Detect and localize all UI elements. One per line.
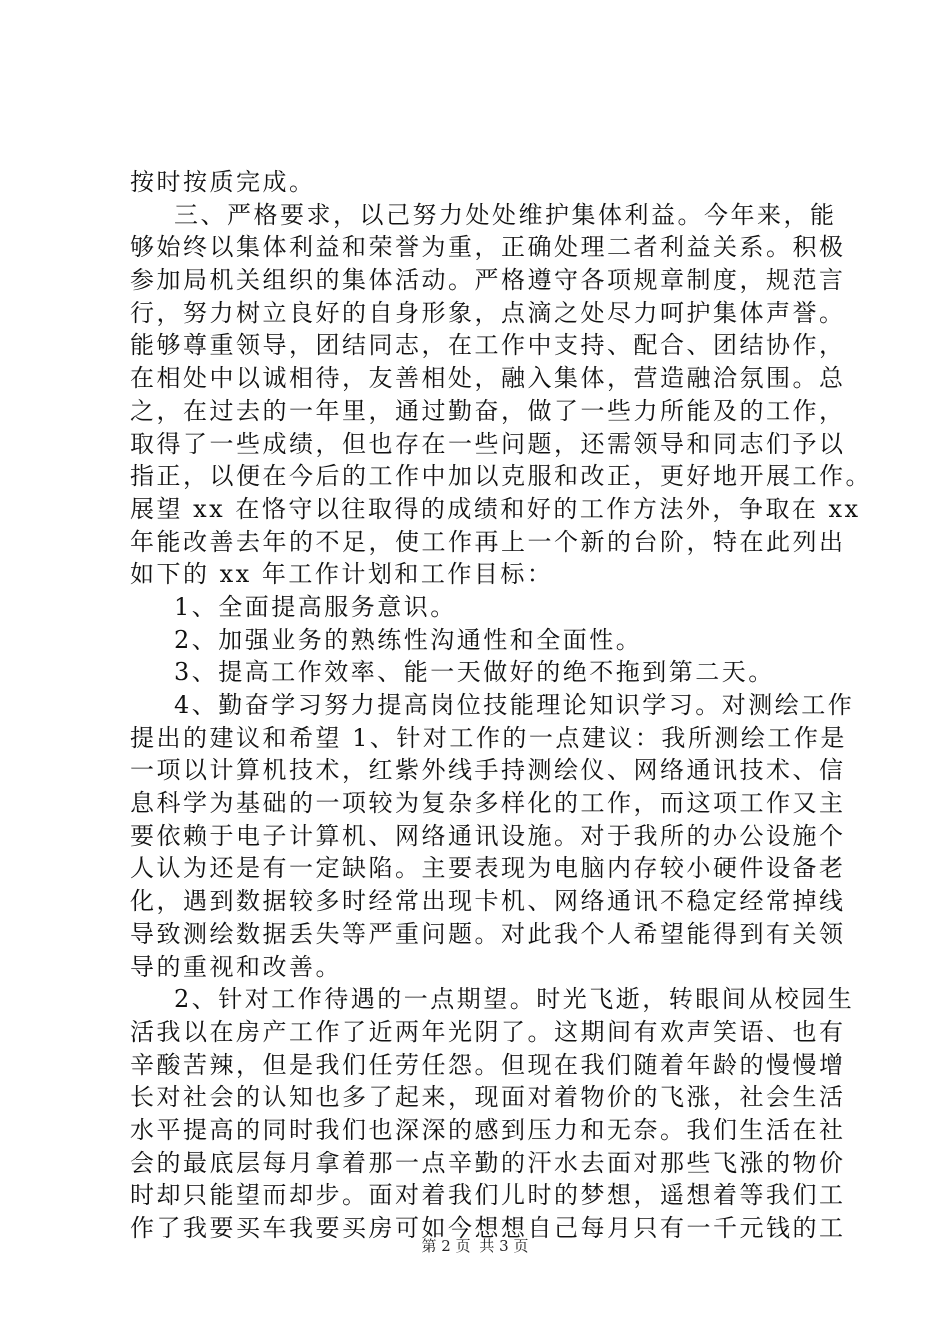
text-line: 年能改善去年的不足，使工作再上一个新的台阶，特在此列出	[130, 527, 846, 556]
page-total: 共 3 页	[479, 1237, 529, 1255]
list-item: 1、全面提高服务意识。	[174, 592, 457, 621]
page-footer	[0, 1236, 950, 1256]
list-item: 2、加强业务的熟练性沟通性和全面性。	[174, 625, 643, 654]
text-line: 够始终以集体利益和荣誉为重，正确处理二者利益关系。积极	[130, 233, 846, 262]
text-line: 作了我要买车我要买房可如今想想自己每月只有一千元钱的工	[130, 1214, 846, 1242]
text-line: 化，遇到数据较多时经常出现卡机、网络通讯不稳定经常掉线	[130, 887, 846, 916]
document-body	[130, 166, 872, 1245]
text-line: 如下的 xx 年工作计划和工作目标：	[130, 560, 554, 589]
text-line: 要依赖于电子计算机、网络通讯设施。对于我所的办公设施个	[130, 821, 846, 850]
text-line: 在相处中以诚相待，友善相处，融入集体，营造融洽氛围。总	[130, 364, 846, 393]
text-line: 水平提高的同时我们也深深的感到压力和无奈。我们生活在社	[130, 1115, 846, 1144]
text-line: 会的最底层每月拿着那一点辛勤的汗水去面对那些飞涨的物价	[130, 1148, 846, 1177]
list-item: 3、提高工作效率、能一天做好的绝不拖到第二天。	[174, 658, 775, 687]
text-line: 展望 xx 在恪守以往取得的成绩和好的工作方法外，争取在 xx	[130, 494, 861, 523]
page-number: 第 2 页	[421, 1237, 471, 1255]
paragraph-first-line: 2、针对工作待遇的一点期望。时光飞逝，转眼间从校园生	[174, 985, 855, 1014]
text-line: 指正，以便在今后的工作中加以克服和改正，更好地开展工作。	[130, 462, 872, 491]
text-line: 按时按质完成。	[130, 168, 316, 196]
text-line: 行，努力树立良好的自身形象，点滴之处尽力呵护集体声誉。	[130, 298, 846, 327]
text-line: 活我以在房产工作了近两年光阴了。这期间有欢声笑语、也有	[130, 1017, 846, 1046]
text-line: 导的重视和改善。	[130, 952, 342, 981]
text-line: 导致测绘数据丢失等严重问题。对此我个人希望能得到有关领	[130, 919, 846, 948]
list-item: 4、勤奋学习努力提高岗位技能理论知识学习。对测绘工作	[174, 691, 855, 719]
text-line: 取得了一些成绩，但也存在一些问题，还需领导和同志们予以	[130, 429, 846, 458]
text-line: 人认为还是有一定缺陷。主要表现为电脑内存较小硬件设备老	[130, 854, 846, 883]
text-line: 长对社会的认知也多了起来，现面对着物价的飞涨，社会生活	[130, 1083, 846, 1112]
text-line: 时却只能望而却步。面对着我们儿时的梦想，遥想着等我们工	[130, 1181, 846, 1210]
text-line: 一项以计算机技术，红紫外线手持测绘仪、网络通讯技术、信	[130, 756, 846, 785]
text-line: 之，在过去的一年里，通过勤奋，做了一些力所能及的工作，	[130, 396, 846, 425]
text-line: 提出的建议和希望 1、针对工作的一点建议：我所测绘工作是	[130, 723, 847, 752]
text-line: 能够尊重领导，团结同志，在工作中支持、配合、团结协作，	[130, 331, 846, 360]
text-line: 息科学为基础的一项较为复杂多样化的工作，而这项工作又主	[130, 789, 846, 818]
paragraph-first-line: 三、严格要求，以己努力处处维护集体利益。今年来，能	[174, 200, 837, 229]
text-line: 辛酸苦辣，但是我们任劳任怨。但现在我们随着年龄的慢慢增	[130, 1050, 846, 1079]
text-line: 参加局机关组织的集体活动。严格遵守各项规章制度，规范言	[130, 266, 846, 295]
